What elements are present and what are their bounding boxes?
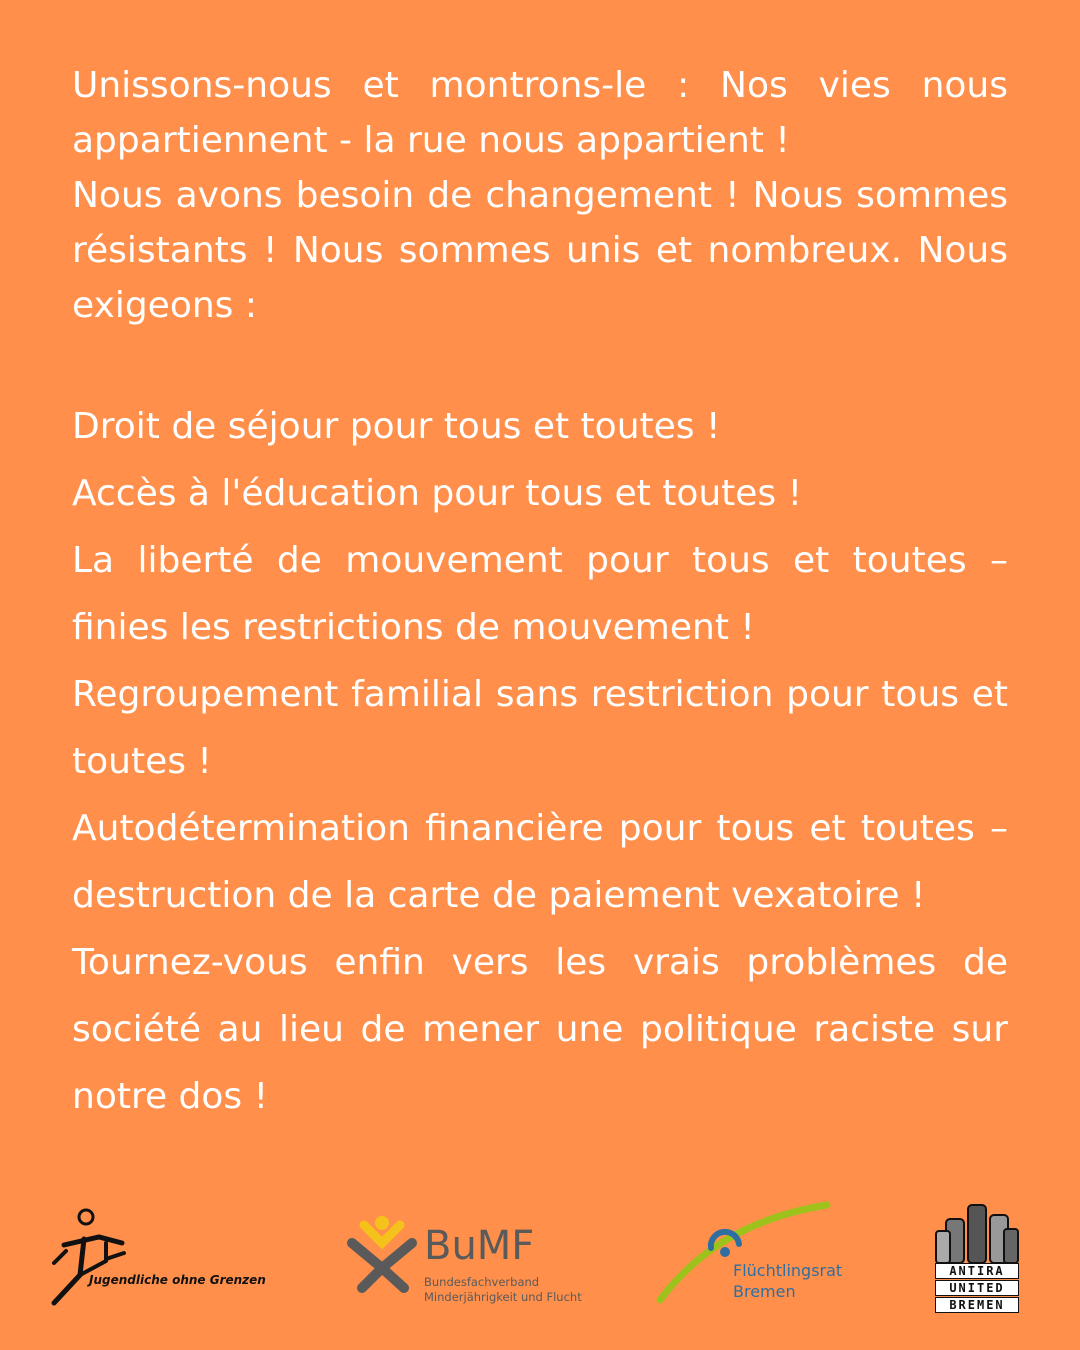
demand-item: Tournez-vous enfin vers les vrais problèmes de société au lieu de mener une politique raciste sur notre dos !	[72, 942, 1008, 1117]
demand-item: Regroupement familial sans restriction pour tous et toutes !	[72, 674, 1008, 782]
demands-list	[72, 393, 1008, 1130]
antira-line-1: ANTIRA	[935, 1263, 1019, 1279]
logo-row	[0, 1195, 1080, 1325]
bumf-figure-icon	[344, 1213, 424, 1293]
fluechtlingsrat-line-1: Flüchtlingsrat	[733, 1261, 843, 1280]
fluechtlingsrat-line-2: Bremen	[733, 1282, 796, 1301]
fluechtlingsrat-logo	[655, 1200, 845, 1310]
spacer	[72, 333, 1008, 393]
main-text	[72, 58, 1008, 1130]
jog-figure-icon	[44, 1203, 264, 1313]
demand-item: La liberté de mouvement pour tous et toutes – finies les restrictions de mouvement !	[72, 540, 1008, 648]
intro-paragraph	[72, 58, 1008, 333]
intro-line-1: Unissons-nous et montrons-le : Nos vies nous appartiennent - la rue nous appartient !	[72, 65, 1008, 161]
intro-line-2: Nous avons besoin de changement ! Nous sommes résistants ! Nous sommes unis et nombreux. Nous exigeons :	[72, 175, 1008, 326]
antira-line-2: UNITED	[935, 1280, 1019, 1296]
demand-item: Droit de séjour pour tous et toutes !	[72, 406, 721, 447]
bumf-subtitle	[424, 1275, 582, 1305]
bumf-subtitle-line-1: Bundesfachverband	[424, 1275, 540, 1289]
jog-logo	[44, 1203, 264, 1313]
bumf-logo	[344, 1203, 584, 1313]
antira-logo	[932, 1201, 1022, 1312]
demand-item: Autodétermination financière pour tous et toutes – destruction de la carte de paiement vexatoire !	[72, 808, 1008, 916]
jog-name: Jugendliche ohne Grenzen	[89, 1273, 266, 1287]
bumf-title: BuMF	[424, 1223, 535, 1269]
antira-name	[935, 1263, 1019, 1314]
bumf-subtitle-line-2: Minderjährigkeit und Flucht	[424, 1290, 582, 1304]
fluechtlingsrat-name	[733, 1260, 842, 1302]
antira-line-3: BREMEN	[935, 1297, 1019, 1313]
raised-fists-icon	[932, 1201, 1022, 1263]
demand-item: Accès à l'éducation pour tous et toutes !	[72, 473, 803, 514]
